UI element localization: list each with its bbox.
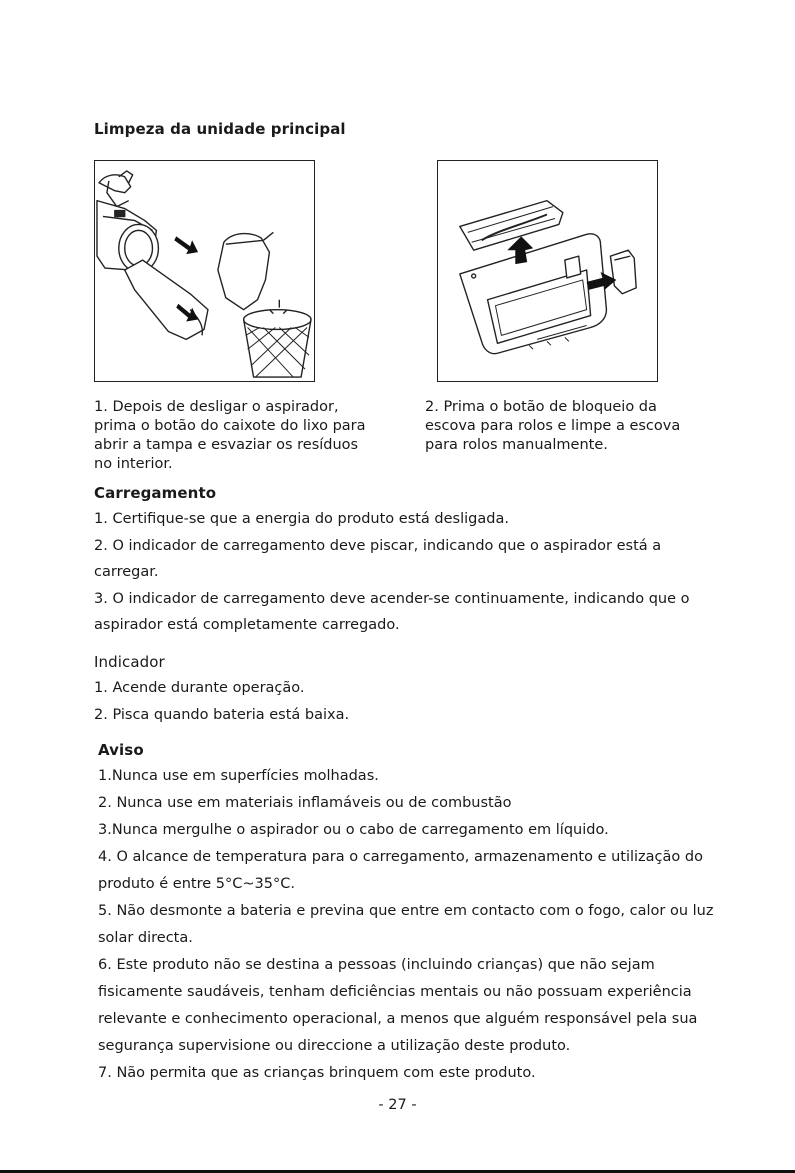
- caption-line: no interior.: [94, 456, 173, 472]
- dustbin-illustration: [95, 161, 314, 381]
- warning-line: 5. Não desmonte a bateria e previna que entre em contacto com o fogo, calor ou luz: [98, 903, 714, 919]
- section-title-main-cleaning: Limpeza da unidade principal: [94, 120, 346, 138]
- figure-empty-dustbin: [94, 160, 315, 382]
- warning-line: 3.Nunca mergulhe o aspirador ou o cabo de carregamento em líquido.: [98, 822, 609, 838]
- step-2-caption: [425, 398, 725, 455]
- warning-line: 4. O alcance de temperatura para o carregamento, armazenamento e utilização do: [98, 849, 703, 865]
- charging-line: 1. Certifique-se que a energia do produto está desligada.: [94, 511, 509, 527]
- caption-line: 1. Depois de desligar o aspirador,: [94, 399, 339, 415]
- charging-line: carregar.: [94, 564, 159, 580]
- indicator-line: 1. Acende durante operação.: [94, 680, 305, 696]
- warning-line: 1.Nunca use em superfícies molhadas.: [98, 768, 379, 784]
- warning-line: 6. Este produto não se destina a pessoas (incluindo crianças) que não sejam: [98, 957, 655, 973]
- indicator-line: 2. Pisca quando bateria está baixa.: [94, 707, 350, 723]
- roller-brush-illustration: [438, 161, 657, 381]
- warning-line: solar directa.: [98, 930, 193, 946]
- charging-line: 3. O indicador de carregamento deve acender-se continuamente, indicando que o: [94, 591, 690, 607]
- warning-line: produto é entre 5°C~35°C.: [98, 876, 295, 892]
- section-title-indicator: Indicador: [94, 653, 165, 671]
- charging-line: 2. O indicador de carregamento deve piscar, indicando que o aspirador está a: [94, 538, 662, 554]
- step-1-caption: [94, 398, 394, 474]
- section-title-warning: Aviso: [98, 741, 144, 759]
- caption-line: para rolos manualmente.: [425, 437, 608, 453]
- figure-roller-brush: [437, 160, 658, 382]
- warning-line: 2. Nunca use em materiais inflamáveis ou de combustão: [98, 795, 512, 811]
- section-title-charging: Carregamento: [94, 484, 217, 502]
- warning-line: relevante e conhecimento operacional, a menos que alguém responsável pela sua: [98, 1011, 698, 1027]
- caption-line: escova para rolos e limpe a escova: [425, 418, 681, 434]
- caption-line: 2. Prima o botão de bloqueio da: [425, 399, 657, 415]
- warning-line: 7. Não permita que as crianças brinquem com este produto.: [98, 1065, 536, 1081]
- caption-line: prima o botão do caixote do lixo para: [94, 418, 366, 434]
- charging-line: aspirador está completamente carregado.: [94, 617, 400, 633]
- warning-line: segurança supervisione ou direccione a utilização deste produto.: [98, 1038, 571, 1054]
- warning-line: fisicamente saudáveis, tenham deficiências mentais ou não possuam experiência: [98, 984, 692, 1000]
- page-number: - 27 -: [378, 1097, 417, 1113]
- caption-line: abrir a tampa e esvaziar os resíduos: [94, 437, 359, 453]
